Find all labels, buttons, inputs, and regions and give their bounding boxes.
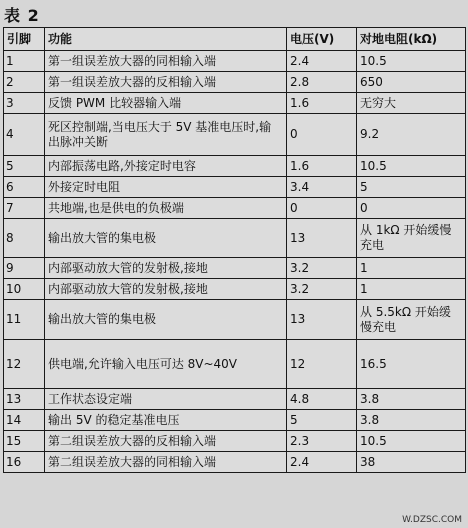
cell-function: 第一组误差放大器的同相输入端 <box>45 51 287 72</box>
cell-voltage: 3.2 <box>287 279 357 300</box>
cell-function: 死区控制端,当电压大于 5V 基准电压时,输出脉冲关断 <box>45 114 287 156</box>
table-row <box>4 300 466 340</box>
header-pin: 引脚 <box>4 28 45 51</box>
cell-resistance: 从 5.5kΩ 开始缓慢充电 <box>357 300 466 340</box>
cell-resistance: 0 <box>357 198 466 219</box>
cell-pin: 9 <box>4 258 45 279</box>
table-row <box>4 114 466 156</box>
cell-pin: 5 <box>4 156 45 177</box>
cell-voltage: 13 <box>287 219 357 258</box>
table-row <box>4 51 466 72</box>
cell-pin: 4 <box>4 114 45 156</box>
table-row <box>4 156 466 177</box>
cell-function: 内部振荡电路,外接定时电容 <box>45 156 287 177</box>
cell-voltage: 3.4 <box>287 177 357 198</box>
cell-resistance: 5 <box>357 177 466 198</box>
cell-resistance: 38 <box>357 452 466 473</box>
cell-function: 输出放大管的集电极 <box>45 300 287 340</box>
cell-pin: 3 <box>4 93 45 114</box>
cell-resistance: 9.2 <box>357 114 466 156</box>
cell-resistance: 650 <box>357 72 466 93</box>
cell-resistance: 3.8 <box>357 389 466 410</box>
header-row <box>4 28 466 51</box>
cell-function: 第一组误差放大器的反相输入端 <box>45 72 287 93</box>
table-row <box>4 452 466 473</box>
table-body <box>4 51 466 473</box>
watermark: W.DZSC.COM <box>402 515 462 525</box>
cell-pin: 2 <box>4 72 45 93</box>
cell-voltage: 1.6 <box>287 156 357 177</box>
table-row <box>4 410 466 431</box>
table-row <box>4 258 466 279</box>
cell-pin: 13 <box>4 389 45 410</box>
cell-pin: 15 <box>4 431 45 452</box>
cell-voltage: 1.6 <box>287 93 357 114</box>
cell-resistance: 16.5 <box>357 340 466 389</box>
table-row <box>4 340 466 389</box>
cell-function: 内部驱动放大管的发射极,接地 <box>45 258 287 279</box>
cell-voltage: 3.2 <box>287 258 357 279</box>
cell-pin: 6 <box>4 177 45 198</box>
cell-function: 反馈 PWM 比较器输入端 <box>45 93 287 114</box>
table-row <box>4 431 466 452</box>
table-row <box>4 389 466 410</box>
cell-pin: 10 <box>4 279 45 300</box>
header-voltage: 电压(V) <box>287 28 357 51</box>
cell-voltage: 2.3 <box>287 431 357 452</box>
cell-resistance: 无穷大 <box>357 93 466 114</box>
cell-function: 第二组误差放大器的反相输入端 <box>45 431 287 452</box>
table-caption: 表 2 <box>4 6 40 25</box>
cell-voltage: 2.4 <box>287 452 357 473</box>
cell-pin: 16 <box>4 452 45 473</box>
cell-pin: 1 <box>4 51 45 72</box>
table-row <box>4 72 466 93</box>
header-function: 功能 <box>45 28 287 51</box>
table-row <box>4 219 466 258</box>
cell-function: 第二组误差放大器的同相输入端 <box>45 452 287 473</box>
table-row <box>4 93 466 114</box>
cell-function: 输出 5V 的稳定基准电压 <box>45 410 287 431</box>
cell-function: 供电端,允许输入电压可达 8V~40V <box>45 340 287 389</box>
cell-pin: 14 <box>4 410 45 431</box>
cell-function: 外接定时电阻 <box>45 177 287 198</box>
cell-function: 内部驱动放大管的发射极,接地 <box>45 279 287 300</box>
cell-function: 共地端,也是供电的负极端 <box>45 198 287 219</box>
cell-voltage: 2.8 <box>287 72 357 93</box>
cell-resistance: 10.5 <box>357 156 466 177</box>
cell-voltage: 0 <box>287 198 357 219</box>
cell-pin: 8 <box>4 219 45 258</box>
cell-resistance: 1 <box>357 279 466 300</box>
cell-resistance: 10.5 <box>357 431 466 452</box>
cell-resistance: 10.5 <box>357 51 466 72</box>
table-row <box>4 279 466 300</box>
table-row <box>4 177 466 198</box>
cell-resistance: 从 1kΩ 开始缓慢充电 <box>357 219 466 258</box>
table-row <box>4 198 466 219</box>
cell-pin: 11 <box>4 300 45 340</box>
cell-resistance: 3.8 <box>357 410 466 431</box>
cell-pin: 12 <box>4 340 45 389</box>
cell-voltage: 2.4 <box>287 51 357 72</box>
cell-voltage: 0 <box>287 114 357 156</box>
cell-resistance: 1 <box>357 258 466 279</box>
header-resistance: 对地电阻(kΩ) <box>357 28 466 51</box>
cell-voltage: 13 <box>287 300 357 340</box>
cell-voltage: 5 <box>287 410 357 431</box>
cell-voltage: 4.8 <box>287 389 357 410</box>
cell-function: 工作状态设定端 <box>45 389 287 410</box>
pin-function-table <box>3 27 466 473</box>
cell-pin: 7 <box>4 198 45 219</box>
cell-function: 输出放大管的集电极 <box>45 219 287 258</box>
cell-voltage: 12 <box>287 340 357 389</box>
